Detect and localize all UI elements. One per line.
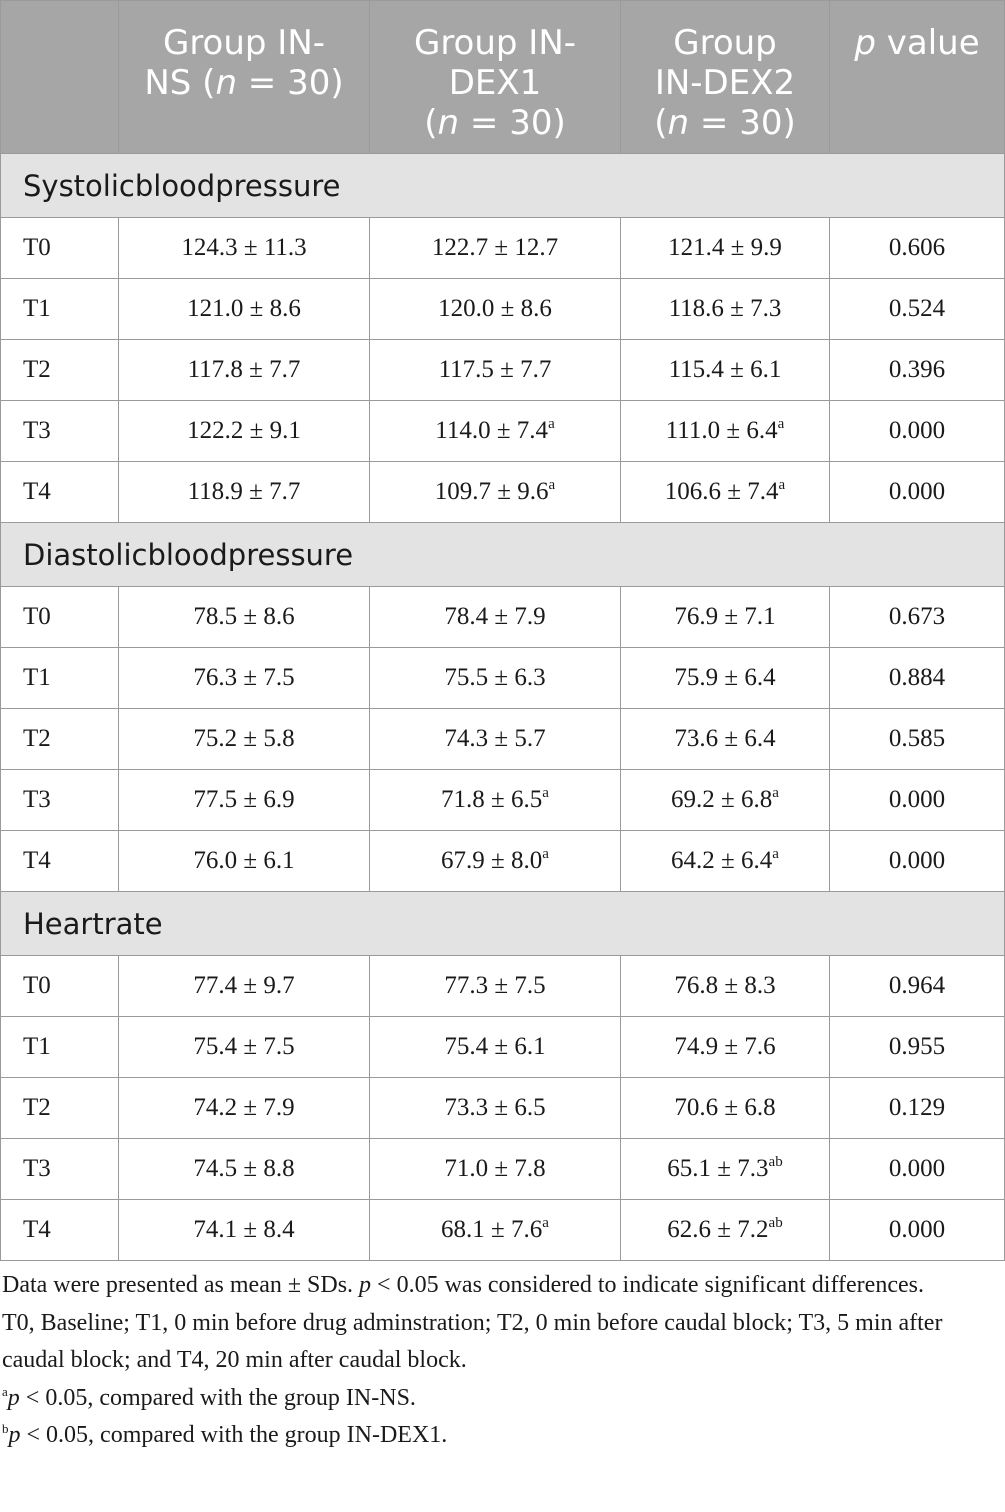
table-row xyxy=(1,340,1005,401)
table-row xyxy=(1,770,1005,831)
cell-value: 115.4 ± 6.1 xyxy=(668,356,782,383)
row-label: T1 xyxy=(1,1017,119,1078)
cell-group-in-dex2 xyxy=(621,1200,830,1261)
footnote-p: p xyxy=(7,1384,20,1411)
cell-p-value: 0.673 xyxy=(830,587,1005,648)
cell-value: 74.9 ± 7.6 xyxy=(674,1033,776,1060)
row-label: T2 xyxy=(1,1078,119,1139)
row-label: T0 xyxy=(1,587,119,648)
cell-group-in-dex2 xyxy=(621,956,830,1017)
significance-marker: a xyxy=(542,846,549,862)
cell-group-in-ns xyxy=(119,709,370,770)
cell-p-value: 0.606 xyxy=(830,218,1005,279)
footnote-timepoints: T0, Baseline; T1, 0 min before drug adminstration; T2, 0 min before caudal block; T3, 5 min after caudal block; and T4, 20 min after caudal block. xyxy=(2,1309,943,1373)
cell-value: 109.7 ± 9.6 xyxy=(434,478,549,505)
section-title: Diastolicbloodpressure xyxy=(1,523,1005,587)
significance-marker: a xyxy=(542,1215,549,1231)
row-label: T0 xyxy=(1,218,119,279)
cell-group-in-dex2 xyxy=(621,1078,830,1139)
cell-group-in-dex2 xyxy=(621,831,830,892)
cell-value: 76.0 ± 6.1 xyxy=(193,847,295,874)
cell-value: 75.2 ± 5.8 xyxy=(193,725,295,752)
cell-p-value: 0.955 xyxy=(830,1017,1005,1078)
header-n: n xyxy=(667,103,690,143)
cell-group-in-ns xyxy=(119,1017,370,1078)
cell-group-in-dex2 xyxy=(621,279,830,340)
cell-group-in-dex1 xyxy=(370,1200,621,1261)
header-cell-empty xyxy=(1,1,119,154)
footnote-sup: a xyxy=(2,1383,8,1399)
row-label: T0 xyxy=(1,956,119,1017)
footnote-text: < 0.05, compared with the group IN-DEX1. xyxy=(20,1422,448,1448)
significance-marker: ab xyxy=(768,1215,783,1231)
header-line: = 30) xyxy=(237,63,344,103)
cell-p-value: 0.000 xyxy=(830,401,1005,462)
footnote-b xyxy=(2,1417,1002,1455)
cell-group-in-dex1 xyxy=(370,770,621,831)
cell-group-in-dex1 xyxy=(370,462,621,523)
cell-value: 77.3 ± 7.5 xyxy=(444,972,546,999)
cell-group-in-ns xyxy=(119,648,370,709)
cell-value: 76.8 ± 8.3 xyxy=(674,972,776,999)
header-group-in-dex2 xyxy=(621,1,830,154)
table-row xyxy=(1,956,1005,1017)
cell-group-in-ns xyxy=(119,1139,370,1200)
significance-marker: a xyxy=(548,477,556,493)
header-line: ( xyxy=(424,103,438,143)
significance-marker: a xyxy=(777,416,785,432)
header-p-value xyxy=(830,1,1005,154)
cell-group-in-dex1 xyxy=(370,1078,621,1139)
cell-group-in-dex1 xyxy=(370,648,621,709)
cell-group-in-ns xyxy=(119,218,370,279)
footnote-p: p xyxy=(8,1422,21,1448)
header-n: n xyxy=(437,103,460,143)
section-row xyxy=(1,892,1005,956)
row-label: T4 xyxy=(1,831,119,892)
row-label: T4 xyxy=(1,1200,119,1261)
header-line: value xyxy=(875,23,980,63)
cell-value: 62.6 ± 7.2 xyxy=(667,1216,769,1243)
table-row xyxy=(1,587,1005,648)
row-label: T3 xyxy=(1,401,119,462)
row-label: T1 xyxy=(1,648,119,709)
cell-group-in-ns xyxy=(119,587,370,648)
cell-value: 64.2 ± 6.4 xyxy=(671,847,773,874)
header-n: n xyxy=(215,63,237,103)
cell-group-in-dex2 xyxy=(621,462,830,523)
cell-group-in-ns xyxy=(119,1200,370,1261)
cell-value: 117.8 ± 7.7 xyxy=(187,356,301,383)
cell-p-value: 0.524 xyxy=(830,279,1005,340)
section-title: Heartrate xyxy=(1,892,1005,956)
cell-p-value: 0.000 xyxy=(830,1139,1005,1200)
cell-value: 74.5 ± 8.8 xyxy=(193,1155,295,1182)
table-row xyxy=(1,218,1005,279)
table-row xyxy=(1,709,1005,770)
header-line: Group IN- xyxy=(162,23,326,63)
cell-value: 121.0 ± 8.6 xyxy=(187,295,301,322)
cell-group-in-dex1 xyxy=(370,401,621,462)
table-body xyxy=(1,154,1005,1261)
row-label: T2 xyxy=(1,340,119,401)
cell-value: 73.6 ± 6.4 xyxy=(674,725,776,752)
section-title: Systolicbloodpressure xyxy=(1,154,1005,218)
cell-p-value: 0.000 xyxy=(830,770,1005,831)
section-row xyxy=(1,154,1005,218)
cell-value: 114.0 ± 7.4 xyxy=(435,417,549,444)
footnote-text: < 0.05, compared with the group IN-NS. xyxy=(19,1384,416,1411)
cell-group-in-ns xyxy=(119,831,370,892)
cell-p-value: 0.396 xyxy=(830,340,1005,401)
significance-marker: a xyxy=(772,785,779,801)
cell-value: 106.6 ± 7.4 xyxy=(664,478,779,505)
header-line: = 30) xyxy=(689,103,796,143)
cell-value: 77.5 ± 6.9 xyxy=(193,786,295,813)
cell-value: 122.2 ± 9.1 xyxy=(187,417,301,444)
cell-p-value: 0.000 xyxy=(830,831,1005,892)
cell-value: 69.2 ± 6.8 xyxy=(671,786,773,813)
header-p: p xyxy=(854,23,876,63)
cell-group-in-ns xyxy=(119,956,370,1017)
cell-value: 74.1 ± 8.4 xyxy=(193,1216,295,1243)
cell-p-value: 0.884 xyxy=(830,648,1005,709)
cell-value: 111.0 ± 6.4 xyxy=(665,417,778,444)
header-line: IN-DEX2 xyxy=(654,63,796,103)
cell-value: 75.5 ± 6.3 xyxy=(444,664,546,691)
cell-value: 118.9 ± 7.7 xyxy=(187,478,301,505)
cell-value: 71.8 ± 6.5 xyxy=(441,786,543,813)
cell-group-in-ns xyxy=(119,401,370,462)
row-label: T1 xyxy=(1,279,119,340)
cell-group-in-dex2 xyxy=(621,218,830,279)
cell-group-in-dex2 xyxy=(621,709,830,770)
cell-group-in-dex1 xyxy=(370,956,621,1017)
cell-value: 75.4 ± 7.5 xyxy=(193,1033,295,1060)
cell-value: 68.1 ± 7.6 xyxy=(441,1216,543,1243)
cell-p-value: 0.964 xyxy=(830,956,1005,1017)
header-line: Group IN- xyxy=(413,23,577,63)
cell-value: 75.9 ± 6.4 xyxy=(674,664,776,691)
table-row xyxy=(1,1139,1005,1200)
header-line: NS ( xyxy=(144,63,216,103)
cell-value: 67.9 ± 8.0 xyxy=(441,847,543,874)
table-row xyxy=(1,462,1005,523)
table-row xyxy=(1,831,1005,892)
significance-marker: a xyxy=(772,846,779,862)
row-label: T3 xyxy=(1,1139,119,1200)
cell-group-in-ns xyxy=(119,279,370,340)
section-row xyxy=(1,523,1005,587)
significance-marker: ab xyxy=(768,1154,783,1170)
cell-value: 78.5 ± 8.6 xyxy=(193,603,295,630)
cell-group-in-dex2 xyxy=(621,648,830,709)
cell-value: 118.6 ± 7.3 xyxy=(668,295,782,322)
cell-group-in-dex1 xyxy=(370,587,621,648)
cell-value: 74.3 ± 5.7 xyxy=(444,725,546,752)
cell-group-in-dex1 xyxy=(370,1139,621,1200)
footnote-a xyxy=(2,1380,1002,1418)
cell-value: 70.6 ± 6.8 xyxy=(674,1094,776,1121)
table-footnotes xyxy=(0,1261,1002,1455)
cell-value: 74.2 ± 7.9 xyxy=(193,1094,295,1121)
footnote-p: p xyxy=(359,1272,372,1298)
cell-group-in-dex1 xyxy=(370,709,621,770)
significance-marker: a xyxy=(778,477,786,493)
cell-p-value: 0.000 xyxy=(830,1200,1005,1261)
cell-value: 75.4 ± 6.1 xyxy=(444,1033,546,1060)
cell-value: 120.0 ± 8.6 xyxy=(438,295,552,322)
table-row xyxy=(1,1017,1005,1078)
row-label: T2 xyxy=(1,709,119,770)
cell-group-in-dex2 xyxy=(621,770,830,831)
cell-group-in-dex1 xyxy=(370,831,621,892)
cell-value: 76.3 ± 7.5 xyxy=(193,664,295,691)
row-label: T4 xyxy=(1,462,119,523)
table-row xyxy=(1,1200,1005,1261)
cell-group-in-ns xyxy=(119,770,370,831)
footnote-text: Data were presented as mean ± SDs. xyxy=(2,1272,360,1298)
cell-group-in-ns xyxy=(119,1078,370,1139)
cell-value: 77.4 ± 9.7 xyxy=(193,972,295,999)
table-row xyxy=(1,1078,1005,1139)
table-row xyxy=(1,279,1005,340)
header-group-in-ns xyxy=(119,1,370,154)
cell-value: 117.5 ± 7.7 xyxy=(438,356,552,383)
footnote-text: < 0.05 was considered to indicate significant differences. xyxy=(371,1272,924,1298)
cell-group-in-dex1 xyxy=(370,1017,621,1078)
cell-value: 124.3 ± 11.3 xyxy=(181,234,307,261)
significance-marker: a xyxy=(542,785,549,801)
header-line: Group xyxy=(673,23,777,63)
row-label: T3 xyxy=(1,770,119,831)
significance-marker: a xyxy=(548,416,555,432)
footnote-data-presentation xyxy=(2,1267,1002,1305)
cell-group-in-dex2 xyxy=(621,1017,830,1078)
cell-group-in-dex2 xyxy=(621,401,830,462)
cell-p-value: 0.585 xyxy=(830,709,1005,770)
cell-group-in-dex2 xyxy=(621,1139,830,1200)
footnote-sup: b xyxy=(2,1421,9,1436)
header-line: DEX1 xyxy=(448,63,542,103)
cell-value: 121.4 ± 9.9 xyxy=(668,234,782,261)
table-row xyxy=(1,401,1005,462)
cell-value: 65.1 ± 7.3 xyxy=(667,1155,769,1182)
cell-group-in-dex2 xyxy=(621,587,830,648)
cell-value: 73.3 ± 6.5 xyxy=(444,1094,546,1121)
cell-value: 71.0 ± 7.8 xyxy=(444,1155,546,1182)
cell-group-in-ns xyxy=(119,462,370,523)
cell-group-in-ns xyxy=(119,340,370,401)
header-group-in-dex1 xyxy=(370,1,621,154)
cell-group-in-dex1 xyxy=(370,218,621,279)
cell-p-value: 0.129 xyxy=(830,1078,1005,1139)
cell-value: 78.4 ± 7.9 xyxy=(444,603,546,630)
header-line: ( xyxy=(654,103,668,143)
cell-value: 76.9 ± 7.1 xyxy=(674,603,776,630)
cell-value: 122.7 ± 12.7 xyxy=(431,234,559,261)
cell-group-in-dex1 xyxy=(370,340,621,401)
cell-p-value: 0.000 xyxy=(830,462,1005,523)
cell-group-in-dex2 xyxy=(621,340,830,401)
header-line: = 30) xyxy=(459,103,566,143)
header-row xyxy=(1,1,1005,154)
table-row xyxy=(1,648,1005,709)
cell-group-in-dex1 xyxy=(370,279,621,340)
